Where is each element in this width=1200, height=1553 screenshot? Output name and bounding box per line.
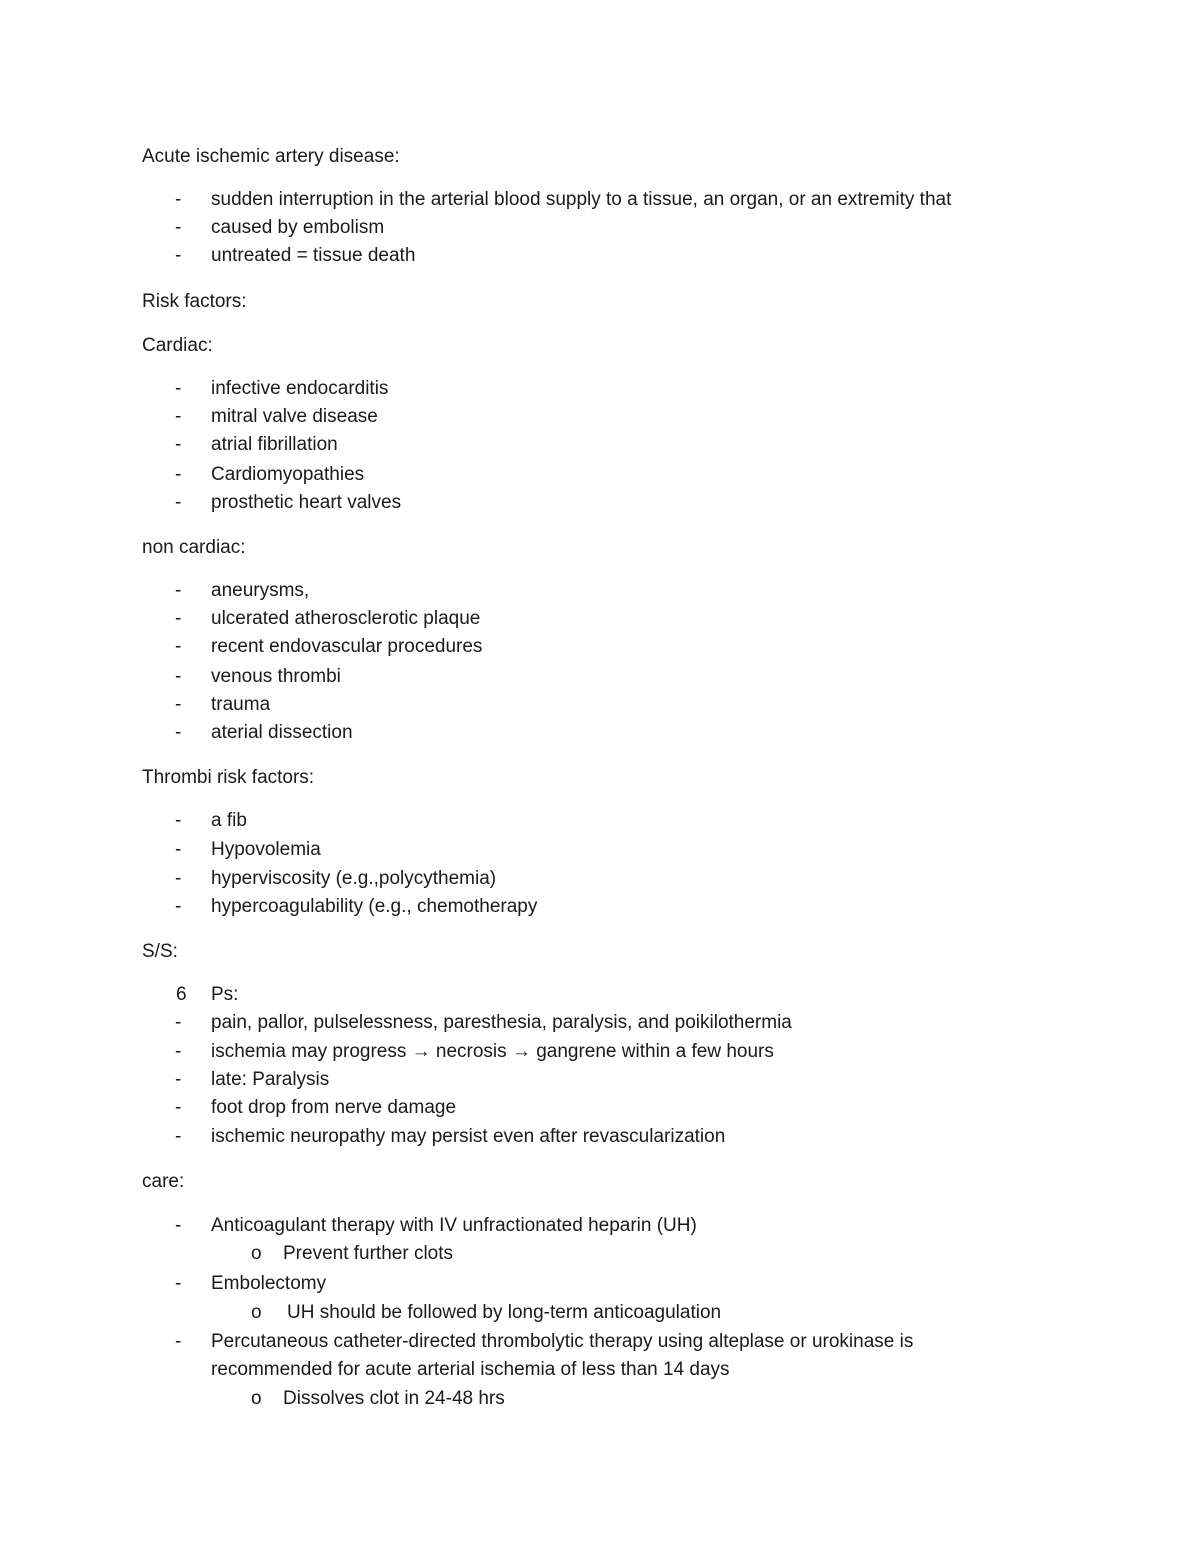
list-item: aterial dissection xyxy=(211,722,353,743)
section-heading: non cardiac: xyxy=(142,537,246,558)
list-item: venous thrombi xyxy=(211,666,341,687)
list-item: atrial fibrillation xyxy=(211,434,338,455)
list-item: a fib xyxy=(211,810,247,831)
list-item: Cardiomyopathies xyxy=(211,464,365,485)
dash-marker: - xyxy=(175,464,182,485)
dash-marker: - xyxy=(175,245,182,266)
list-item: prosthetic heart valves xyxy=(211,492,402,513)
sub-list-item: UH should be followed by long-term anticoagulation xyxy=(287,1302,722,1323)
dash-marker: - xyxy=(175,608,182,629)
dash-marker: - xyxy=(175,492,182,513)
list-item: mitral valve disease xyxy=(211,406,378,427)
dash-marker: - xyxy=(175,217,182,238)
dash-marker: - xyxy=(175,1126,182,1147)
dash-marker: - xyxy=(175,810,182,831)
list-item: Anticoagulant therapy with IV unfractionated heparin (UH) xyxy=(211,1215,697,1236)
list-item: caused by embolism xyxy=(211,217,385,238)
list-item: infective endocarditis xyxy=(211,378,389,399)
dash-marker: - xyxy=(175,378,182,399)
dash-marker: - xyxy=(175,1097,182,1118)
section-heading: care: xyxy=(142,1171,185,1192)
dash-marker: - xyxy=(175,896,182,917)
dash-marker: - xyxy=(175,1273,182,1294)
list-item: ulcerated atherosclerotic plaque xyxy=(211,608,481,629)
list-item: late: Paralysis xyxy=(211,1069,330,1090)
numbered-item: Ps: xyxy=(211,984,239,1005)
list-item: ischemia may progress → necrosis → gangrene within a few hours xyxy=(211,1041,774,1062)
list-item: Percutaneous catheter-directed thrombolytic therapy using alteplase or urokinase is xyxy=(211,1331,914,1352)
dash-marker: - xyxy=(175,1331,182,1352)
list-item: sudden interruption in the arterial blood supply to a tissue, an organ, or an extremity that xyxy=(211,189,952,210)
dash-marker: - xyxy=(175,868,182,889)
list-item: Embolectomy xyxy=(211,1273,327,1294)
list-item: Hypovolemia xyxy=(211,839,321,860)
dash-marker: - xyxy=(175,1215,182,1236)
list-item: aneurysms, xyxy=(211,580,310,601)
list-item: ischemic neuropathy may persist even after revascularization xyxy=(211,1126,726,1147)
sub-list-item: Dissolves clot in 24-48 hrs xyxy=(283,1388,505,1409)
dash-marker: - xyxy=(175,722,182,743)
dash-marker: - xyxy=(175,1041,182,1062)
dash-marker: - xyxy=(175,1012,182,1033)
list-item: trauma xyxy=(211,694,271,715)
section-heading: Risk factors: xyxy=(142,291,247,312)
dash-marker: - xyxy=(175,666,182,687)
list-item: pain, pallor, pulselessness, paresthesia, paralysis, and poikilothermia xyxy=(211,1012,792,1033)
dash-marker: - xyxy=(175,189,182,210)
list-item-continuation: recommended for acute arterial ischemia of less than 14 days xyxy=(211,1359,730,1380)
section-heading: Thrombi risk factors: xyxy=(142,767,315,788)
dash-marker: - xyxy=(175,839,182,860)
sub-list-item: Prevent further clots xyxy=(283,1243,454,1264)
list-item: recent endovascular procedures xyxy=(211,636,483,657)
list-item: hyperviscosity (e.g.,polycythemia) xyxy=(211,868,497,889)
dash-marker: - xyxy=(175,406,182,427)
numbered-marker: 6 xyxy=(176,984,187,1005)
list-item: untreated = tissue death xyxy=(211,245,416,266)
dash-marker: - xyxy=(175,1069,182,1090)
dash-marker: - xyxy=(175,694,182,715)
list-item: foot drop from nerve damage xyxy=(211,1097,457,1118)
sub-bullet-marker: o xyxy=(251,1388,262,1409)
section-heading: Cardiac: xyxy=(142,335,213,356)
sub-bullet-marker: o xyxy=(251,1243,262,1264)
section-heading: Acute ischemic artery disease: xyxy=(142,146,400,167)
sub-bullet-marker: o xyxy=(251,1302,262,1323)
section-heading: S/S: xyxy=(142,941,178,962)
dash-marker: - xyxy=(175,434,182,455)
dash-marker: - xyxy=(175,636,182,657)
dash-marker: - xyxy=(175,580,182,601)
list-item: hypercoagulability (e.g., chemotherapy xyxy=(211,896,538,917)
